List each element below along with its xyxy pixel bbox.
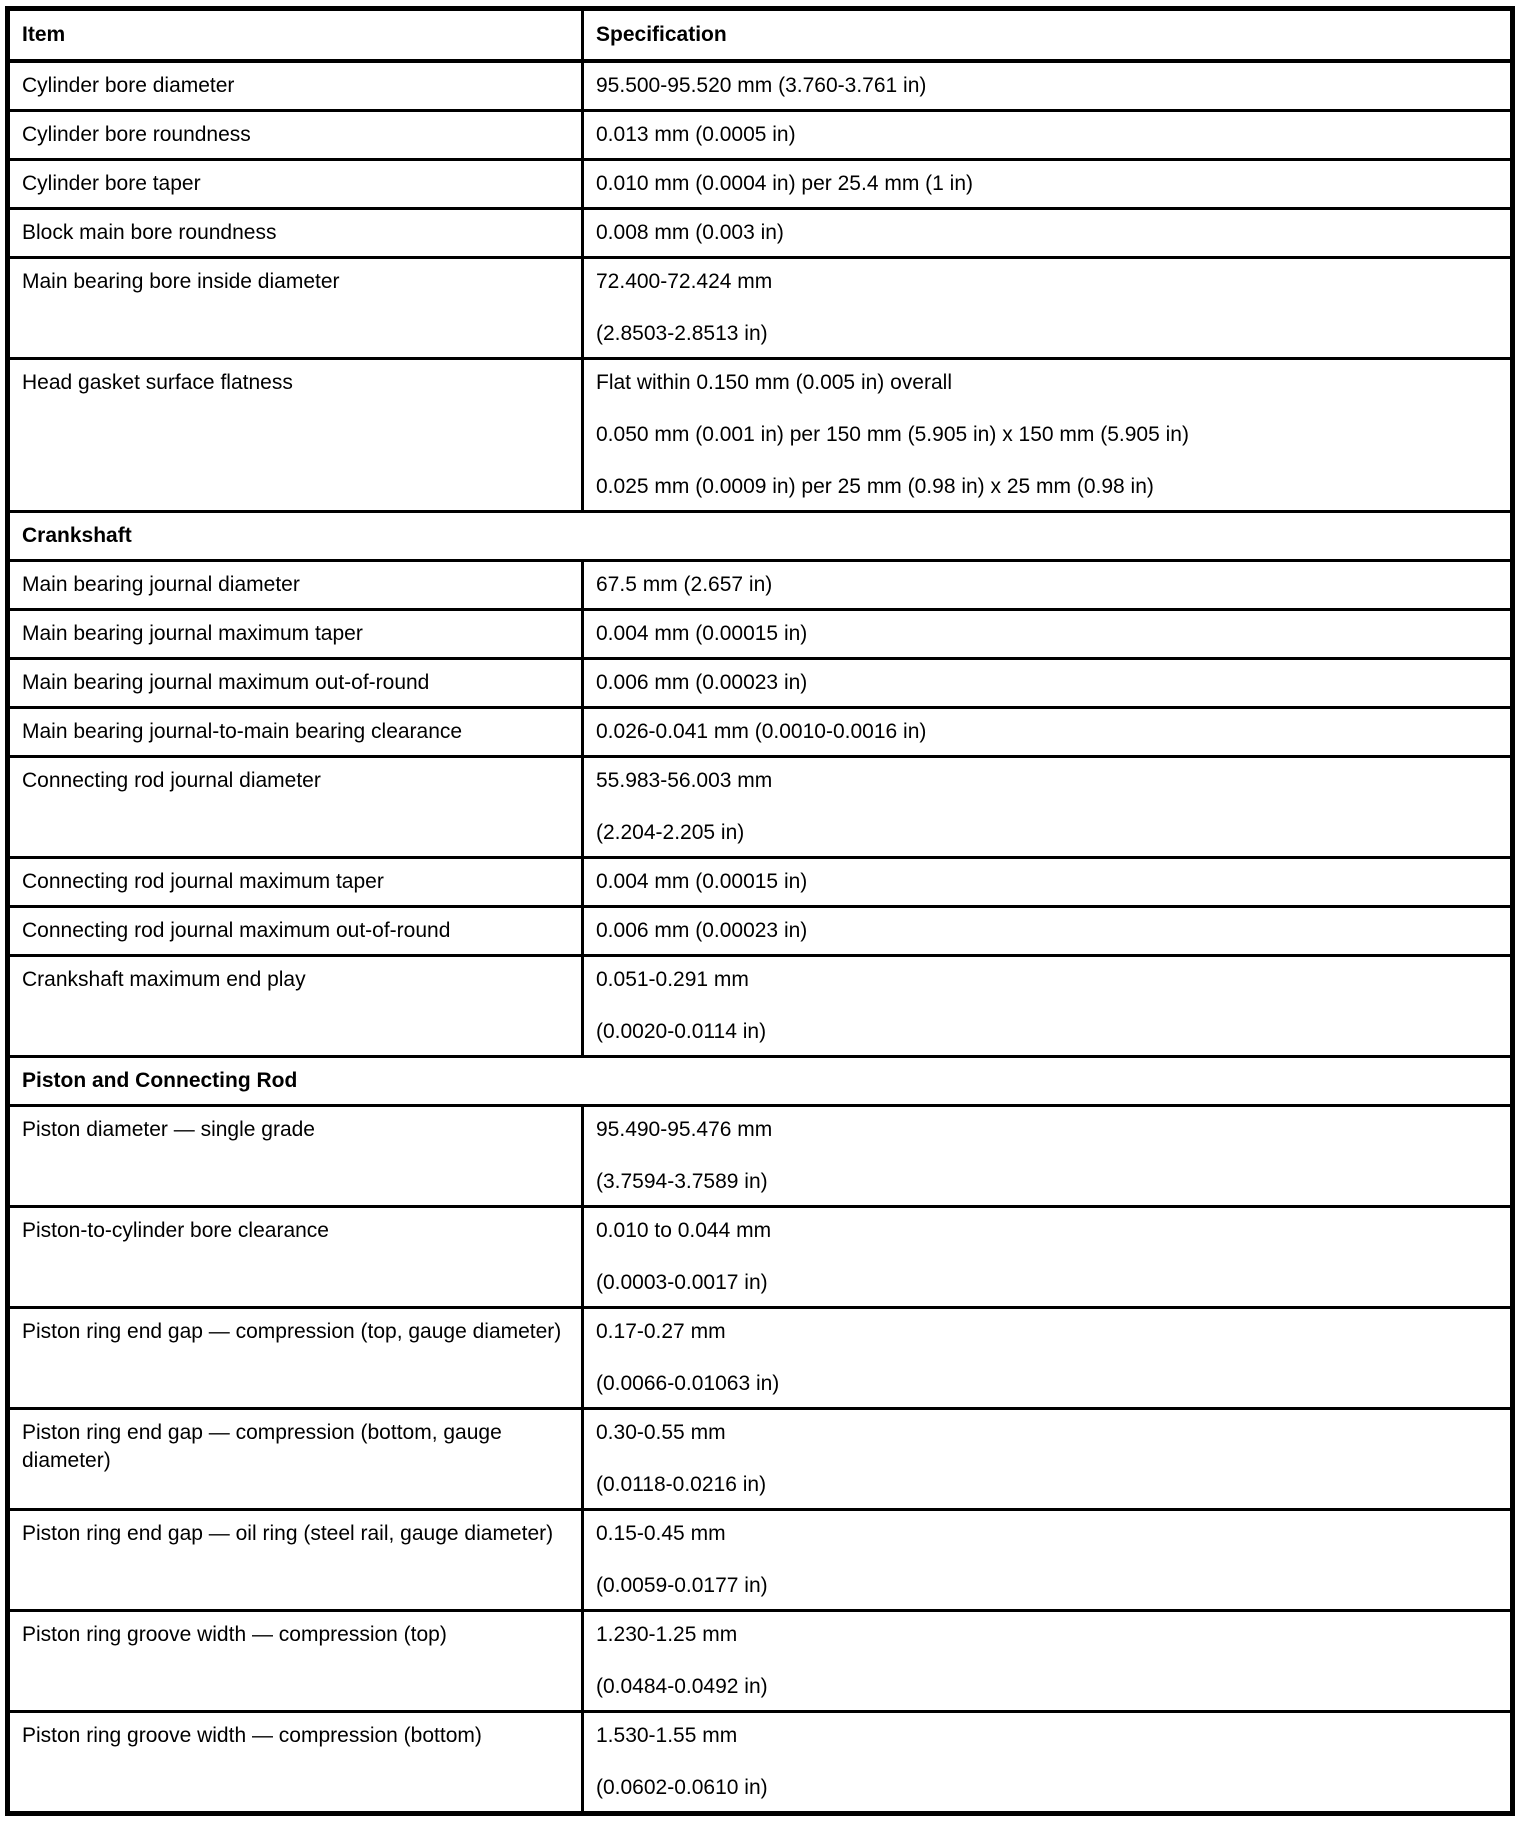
spec-line: 0.026-0.041 mm (0.0010-0.0016 in) bbox=[596, 720, 927, 743]
section-header-row bbox=[8, 1057, 1513, 1106]
section-header-row bbox=[8, 512, 1513, 561]
item-cell: Main bearing journal maximum out-of-round bbox=[8, 659, 583, 708]
item-cell: Piston ring end gap — compression (bottom, gauge diameter) bbox=[8, 1409, 583, 1510]
table-row bbox=[8, 1308, 1513, 1409]
spec-cell bbox=[583, 659, 1513, 708]
spec-line: 0.004 mm (0.00015 in) bbox=[596, 870, 808, 893]
specification-table bbox=[5, 6, 1515, 1816]
spec-cell bbox=[583, 610, 1513, 659]
spec-cell bbox=[583, 907, 1513, 956]
spec-line: 0.010 mm (0.0004 in) per 25.4 mm (1 in) bbox=[596, 172, 973, 195]
item-cell: Piston ring end gap — oil ring (steel rail, gauge diameter) bbox=[8, 1510, 583, 1611]
item-cell: Crankshaft maximum end play bbox=[8, 956, 583, 1057]
spec-line: (2.8503-2.8513 in) bbox=[596, 322, 768, 345]
spec-cell bbox=[583, 258, 1513, 359]
table-row bbox=[8, 359, 1513, 512]
spec-line: 0.17-0.27 mm bbox=[596, 1320, 726, 1343]
item-cell: Main bearing journal-to-main bearing clearance bbox=[8, 708, 583, 757]
spec-cell bbox=[583, 359, 1513, 512]
spec-line: 1.530-1.55 mm bbox=[596, 1724, 738, 1747]
table-row bbox=[8, 956, 1513, 1057]
spec-line: 0.025 mm (0.0009 in) per 25 mm (0.98 in) x 25 mm (0.98 in) bbox=[596, 475, 1154, 498]
table-row bbox=[8, 258, 1513, 359]
spec-cell bbox=[583, 708, 1513, 757]
spec-line: (3.7594-3.7589 in) bbox=[596, 1170, 768, 1193]
spec-line: (0.0484-0.0492 in) bbox=[596, 1675, 768, 1698]
table-row bbox=[8, 61, 1513, 111]
spec-line: 67.5 mm (2.657 in) bbox=[596, 573, 773, 596]
spec-cell bbox=[583, 1409, 1513, 1510]
spec-cell bbox=[583, 858, 1513, 907]
spec-cell bbox=[583, 956, 1513, 1057]
table-row bbox=[8, 659, 1513, 708]
table-body bbox=[8, 61, 1513, 1814]
item-cell: Piston-to-cylinder bore clearance bbox=[8, 1207, 583, 1308]
spec-line: (0.0020-0.0114 in) bbox=[596, 1020, 767, 1043]
table-row bbox=[8, 1409, 1513, 1510]
column-header-specification: Specification bbox=[583, 9, 1513, 62]
table-row bbox=[8, 1611, 1513, 1712]
item-cell: Connecting rod journal diameter bbox=[8, 757, 583, 858]
item-cell: Piston ring groove width — compression (bottom) bbox=[8, 1712, 583, 1814]
table-header-row bbox=[8, 9, 1513, 62]
table-row bbox=[8, 111, 1513, 160]
table-row bbox=[8, 1207, 1513, 1308]
spec-cell bbox=[583, 1106, 1513, 1207]
spec-line: 0.004 mm (0.00015 in) bbox=[596, 622, 808, 645]
spec-cell bbox=[583, 160, 1513, 209]
table-row bbox=[8, 209, 1513, 258]
item-cell: Main bearing bore inside diameter bbox=[8, 258, 583, 359]
spec-line: 0.006 mm (0.00023 in) bbox=[596, 671, 808, 694]
spec-line: 0.013 mm (0.0005 in) bbox=[596, 123, 796, 146]
item-cell: Main bearing journal maximum taper bbox=[8, 610, 583, 659]
spec-line: 95.500-95.520 mm (3.760-3.761 in) bbox=[596, 74, 927, 97]
table-row bbox=[8, 160, 1513, 209]
spec-cell bbox=[583, 1611, 1513, 1712]
spec-line: (0.0602-0.0610 in) bbox=[596, 1776, 768, 1799]
section-title: Piston and Connecting Rod bbox=[8, 1057, 1513, 1106]
spec-line: 0.30-0.55 mm bbox=[596, 1421, 726, 1444]
item-cell: Piston diameter — single grade bbox=[8, 1106, 583, 1207]
spec-line: (0.0059-0.0177 in) bbox=[596, 1574, 768, 1597]
spec-line: 72.400-72.424 mm bbox=[596, 270, 773, 293]
table-row bbox=[8, 610, 1513, 659]
spec-line: (2.204-2.205 in) bbox=[596, 821, 745, 844]
table-row bbox=[8, 1510, 1513, 1611]
spec-line: 1.230-1.25 mm bbox=[596, 1623, 738, 1646]
table-row bbox=[8, 757, 1513, 858]
spec-cell bbox=[583, 757, 1513, 858]
item-cell: Cylinder bore diameter bbox=[8, 61, 583, 111]
spec-cell bbox=[583, 61, 1513, 111]
item-cell: Piston ring end gap — compression (top, gauge diameter) bbox=[8, 1308, 583, 1409]
spec-line: (0.0003-0.0017 in) bbox=[596, 1271, 768, 1294]
table-row bbox=[8, 561, 1513, 610]
table-row bbox=[8, 907, 1513, 956]
section-title: Crankshaft bbox=[8, 512, 1513, 561]
spec-line: 0.15-0.45 mm bbox=[596, 1522, 726, 1545]
spec-line: 0.008 mm (0.003 in) bbox=[596, 221, 784, 244]
spec-cell bbox=[583, 1308, 1513, 1409]
table-row bbox=[8, 858, 1513, 907]
spec-line: 0.050 mm (0.001 in) per 150 mm (5.905 in) x 150 mm (5.905 in) bbox=[596, 423, 1189, 446]
spec-line: 0.010 to 0.044 mm bbox=[596, 1219, 772, 1242]
spec-line: Flat within 0.150 mm (0.005 in) overall bbox=[596, 371, 952, 394]
table-row bbox=[8, 1712, 1513, 1814]
item-cell: Block main bore roundness bbox=[8, 209, 583, 258]
item-cell: Head gasket surface flatness bbox=[8, 359, 583, 512]
spec-line: (0.0118-0.0216 in) bbox=[596, 1473, 767, 1496]
spec-cell bbox=[583, 1712, 1513, 1814]
item-cell: Cylinder bore roundness bbox=[8, 111, 583, 160]
spec-cell bbox=[583, 1207, 1513, 1308]
spec-line: 55.983-56.003 mm bbox=[596, 769, 773, 792]
column-header-item: Item bbox=[8, 9, 583, 62]
spec-line: 95.490-95.476 mm bbox=[596, 1118, 773, 1141]
spec-cell bbox=[583, 561, 1513, 610]
spec-line: 0.006 mm (0.00023 in) bbox=[596, 919, 808, 942]
table-row bbox=[8, 708, 1513, 757]
spec-cell bbox=[583, 209, 1513, 258]
item-cell: Piston ring groove width — compression (top) bbox=[8, 1611, 583, 1712]
spec-line: (0.0066-0.01063 in) bbox=[596, 1372, 780, 1395]
spec-cell bbox=[583, 111, 1513, 160]
item-cell: Connecting rod journal maximum taper bbox=[8, 858, 583, 907]
item-cell: Cylinder bore taper bbox=[8, 160, 583, 209]
item-cell: Connecting rod journal maximum out-of-round bbox=[8, 907, 583, 956]
spec-line: 0.051-0.291 mm bbox=[596, 968, 749, 991]
spec-cell bbox=[583, 1510, 1513, 1611]
table-row bbox=[8, 1106, 1513, 1207]
item-cell: Main bearing journal diameter bbox=[8, 561, 583, 610]
